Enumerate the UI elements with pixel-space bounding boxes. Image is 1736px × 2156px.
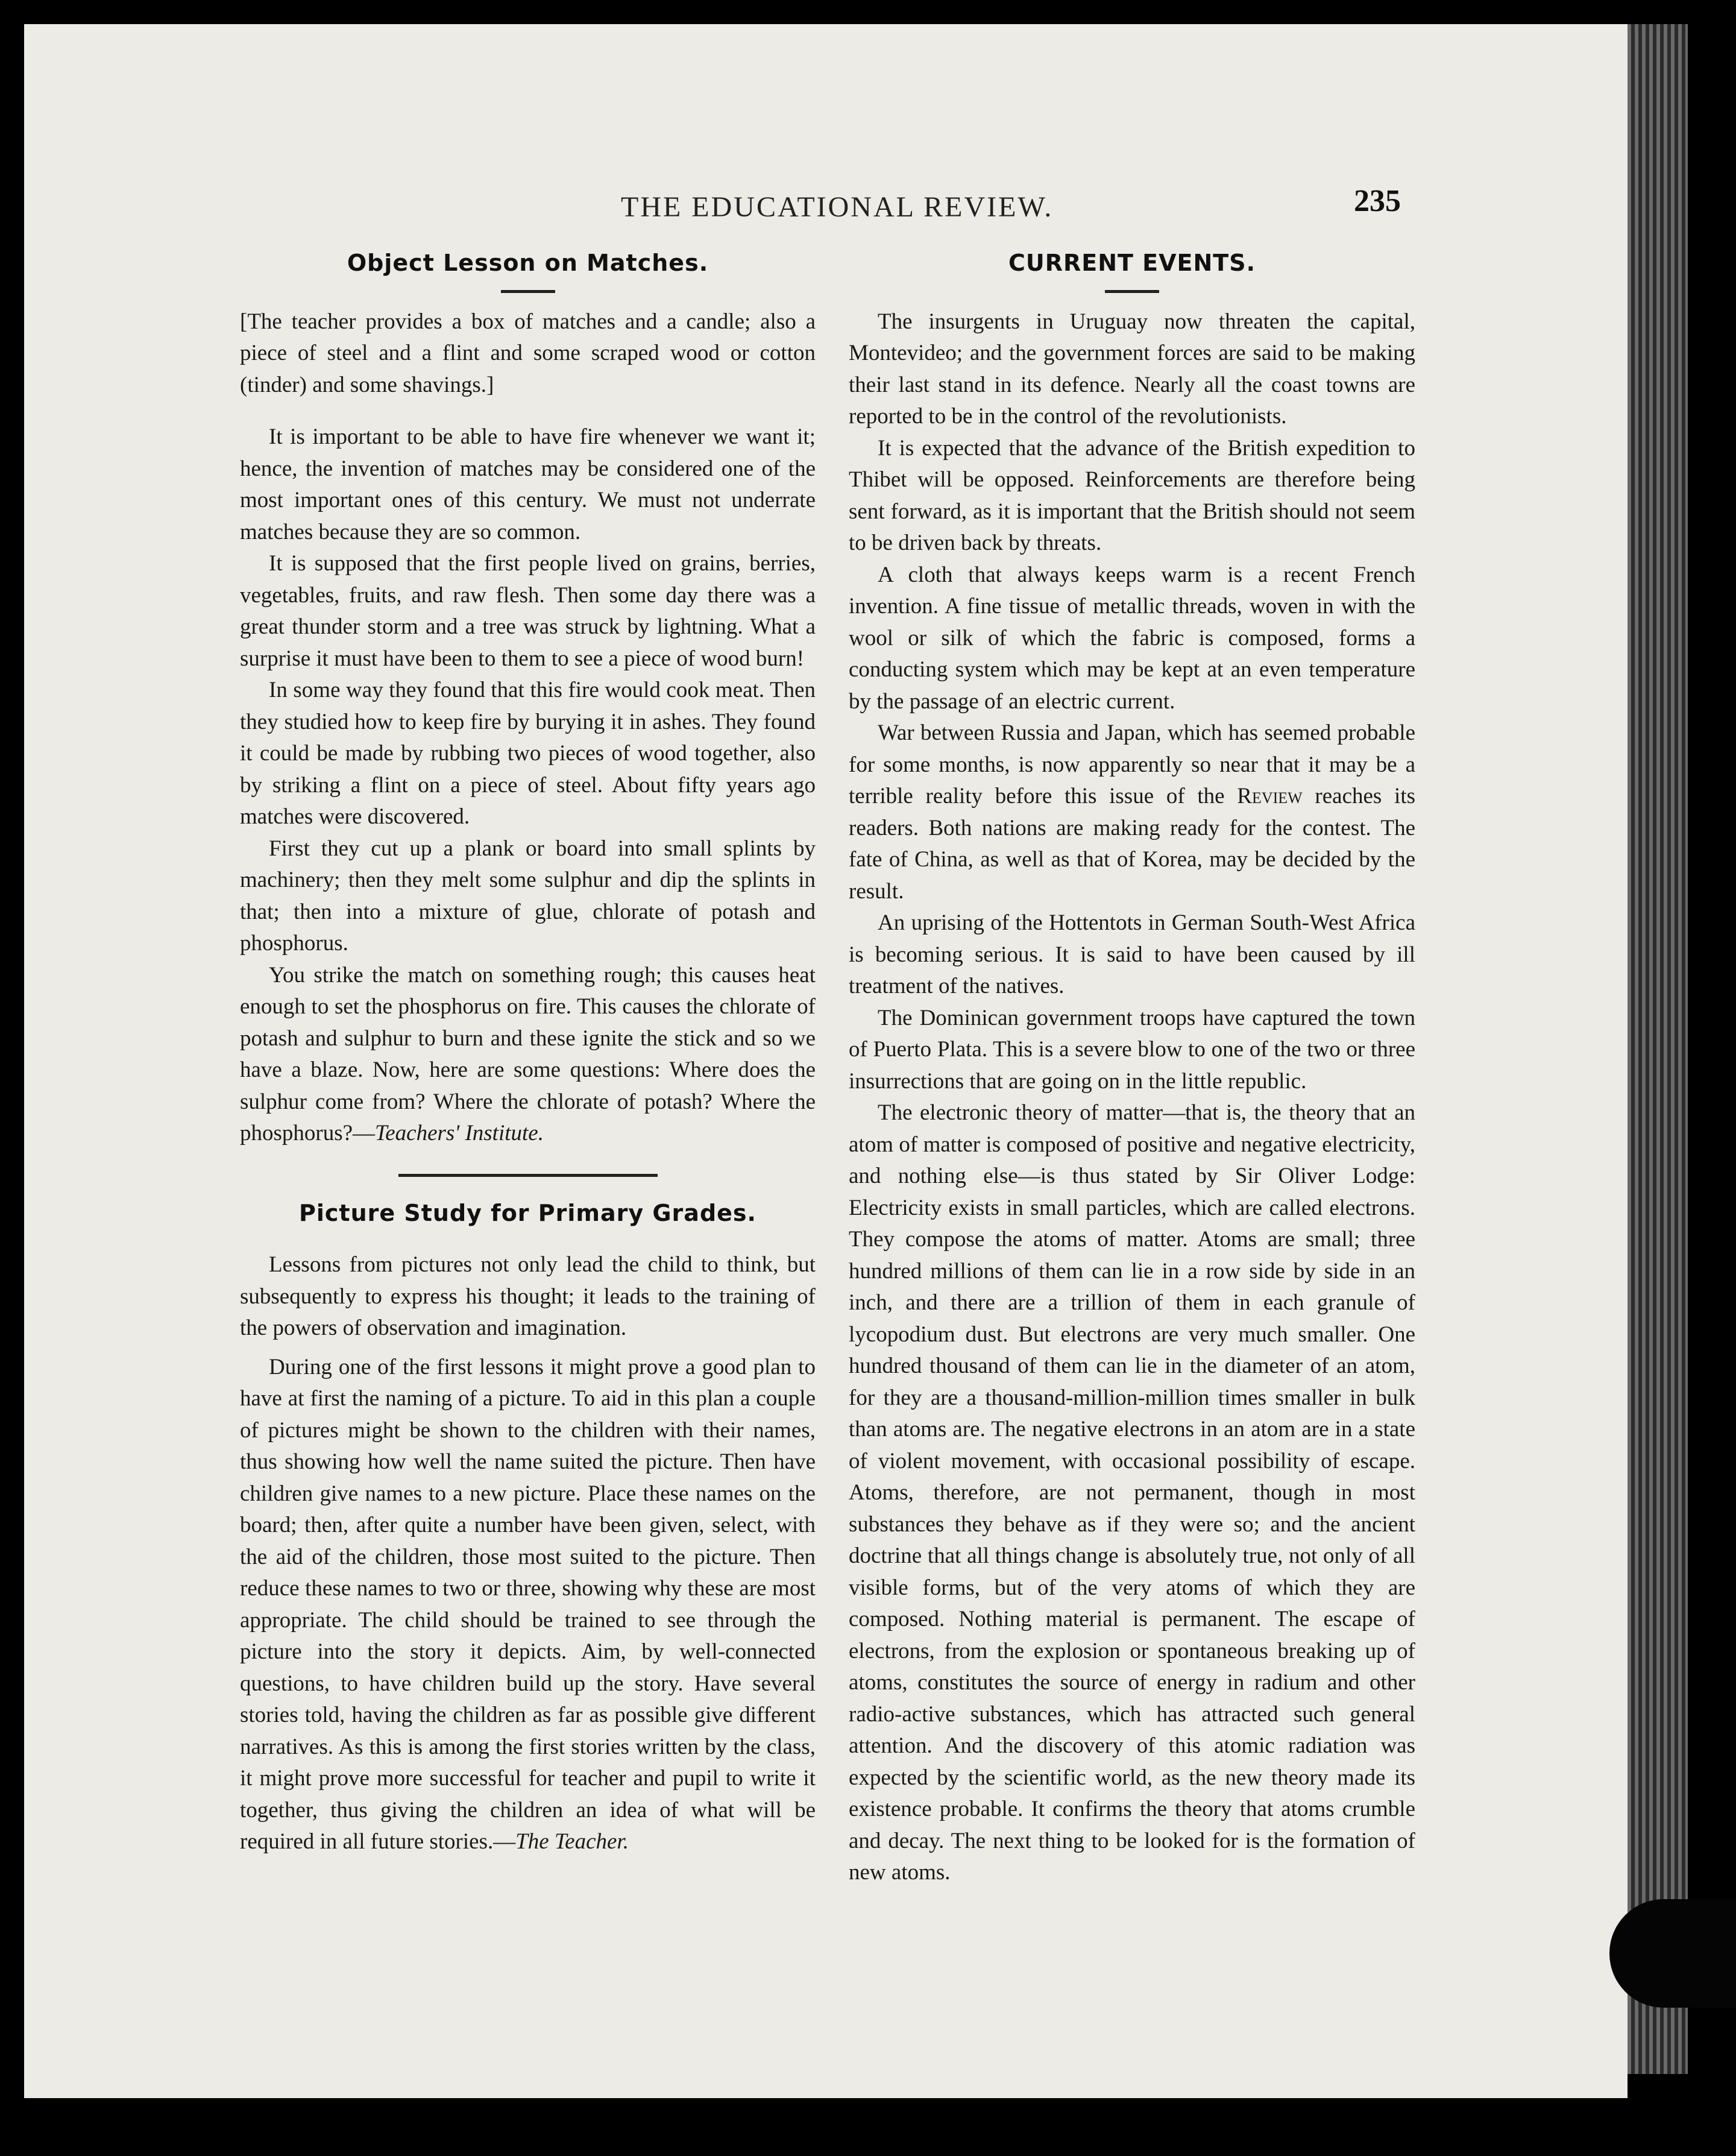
review-name: Review	[1237, 784, 1303, 808]
paragraph-text: War between Russia and Japan, which has seemed probable for some months, is now apparently so near that it may be a terrible reality before this issue of the	[849, 720, 1415, 808]
attribution: The Teacher.	[515, 1829, 629, 1854]
paragraph: It is important to be able to have fire whenever we want it; hence, the invention of matches may be considered one of the most important ones of this century. We must not underrate matches because they are so common.	[240, 424, 816, 544]
journal-page	[24, 24, 1628, 2098]
paragraph-text: reaches its readers. Both nations are making ready for the contest. The fate of China, as well as that of Korea, may be decided by the result.	[849, 784, 1415, 904]
book-page-edges	[1628, 24, 1688, 2074]
paragraph: First they cut up a plank or board into small splints by machinery; then they melt some sulphur and dip the splints in that; then into a mixture of glue, chlorate of potash and phosphorus.	[240, 836, 816, 956]
right-column	[849, 247, 1415, 1889]
paragraph: An uprising of the Hottentots in German South-West Africa is becoming serious. It is said to have been caused by ill treatment of the natives.	[849, 910, 1415, 998]
current-events-title: CURRENT EVENTS.	[1008, 250, 1256, 276]
page-number: 235	[1354, 184, 1401, 218]
paragraph: The Dominican government troops have captured the town of Puerto Plata. This is a severe blow to one of the two or three insurrections that are going on in the little republic.	[849, 1005, 1415, 1094]
title-rule	[501, 290, 555, 293]
paragraph-war	[849, 717, 1415, 907]
paragraph: The electronic theory of matter—that is, the theory that an atom of matter is composed of positive and negative electricity, and nothing else—is thus stated by Sir Oliver Lodge: Electricity exists in small particles, which are called electrons. They compose the atoms of matter. Atoms are small; three hundred millions of them can lie in a row side by side in an inch, and there are a trillion of them in each granule of lycopodium dust. But electrons are very much smaller. One hundred thousand of them can lie in the diameter of an atom, for they are a thousand-million-million times smaller in bulk than atoms are. The negative electrons in an atom are in a state of violent movement, with occasional possibility of escape. Atoms, therefore, are not permanent, though in most substances they behave as if they were so; and the ancient doctrine that all things change is absolutely true, not only of all visible forms, but of the very atoms of which they are composed. Nothing material is permanent. The escape of electrons, from the explosion or spontaneous breaking up of atoms, constitutes the source of energy in radium and other radio-active substances, which has attracted such general attention. And the discovery of this atomic radiation was expected by the scientific world, as the new theory made its existence probable. It confirms the theory that atoms crumble and decay. The next thing to be looked for is the formation of new atoms.	[849, 1100, 1415, 1885]
paragraph-gap	[240, 401, 816, 421]
article-title-matches: Object Lesson on Matches.	[347, 250, 709, 276]
left-column	[240, 247, 816, 1858]
paragraph: In some way they found that this fire would cook meat. Then they studied how to keep fire by burying it in ashes. They found it could be made by rubbing two pieces of wood together, also by striking a flint on a piece of steel. About fifty years ago matches were discovered.	[240, 678, 816, 829]
section-divider	[398, 1174, 658, 1177]
paragraph: The insurgents in Uruguay now threaten the capital, Montevideo; and the government forces are said to be making their last stand in its defence. Nearly all the coast towns are reported to be in the control of the revolutionists.	[849, 309, 1415, 429]
article-title-picture-study: Picture Study for Primary Grades.	[299, 1199, 756, 1226]
teacher-note: [The teacher provides a box of matches and a candle; also a piece of steel and a flint and some scraped wood or cotton (tinder) and some shavings.]	[240, 309, 816, 397]
paragraph-with-attribution	[240, 1352, 816, 1858]
binding-clip	[1609, 1899, 1736, 2008]
paragraph: It is expected that the advance of the British expedition to Thibet will be opposed. Reinforcements are therefore being sent forward, as it is important that the British should not seem to be driven back by threats.	[849, 435, 1415, 555]
paragraph-gap	[240, 1229, 816, 1249]
paragraph-with-attribution	[240, 960, 816, 1150]
paragraph: Lessons from pictures not only lead the child to think, but subsequently to express his thought; it leads to the training of the powers of observation and imagination.	[240, 1252, 816, 1340]
paragraph-text: During one of the first lessons it might prove a good plan to have at first the naming of a picture. To aid in this plan a couple of pictures might be shown to the children with their names, thus showing how well the name suited the picture. Then have children give names to a new picture. Place these names on the board; then, after quite a number have been given, select, with the aid of the children, those most suited to the picture. Then reduce these names to two or three, showing why these are most appropriate. The child should be trained to see through the picture into the story it depicts. Aim, by well-connected questions, to have children build up the story. Have several stories told, having the children as far as possible give different narratives. As this is among the first stories written by the class, it might prove more successful for teacher and pupil to write it together, thus giving the children an idea of what will be required in all future stories.—	[240, 1354, 816, 1854]
paragraph-gap	[240, 1344, 816, 1352]
paragraph-text: You strike the match on something rough; this causes heat enough to set the phosphorus on fire. This causes the chlorate of potash and sulphur to burn and these ignite the stick and so we have a blaze. Now, here are some questions: Where does the sulphur come from? Where the chlorate of potash? Where the phosphorus?—	[240, 962, 816, 1146]
title-rule	[1105, 290, 1159, 293]
attribution: Teachers' Institute.	[375, 1121, 544, 1146]
paragraph: It is supposed that the first people lived on grains, berries, vegetables, fruits, and raw flesh. Then some day there was a great thunder storm and a tree was struck by lightning. What a surprise it must have been to them to see a piece of wood burn!	[240, 551, 816, 671]
paragraph: A cloth that always keeps warm is a recent French invention. A fine tissue of metallic threads, woven in with the wool or silk of which the fabric is composed, forms a conducting system which may be kept at an even temperature by the passage of an electric current.	[849, 562, 1415, 714]
running-head: THE EDUCATIONAL REVIEW.	[621, 191, 1054, 223]
